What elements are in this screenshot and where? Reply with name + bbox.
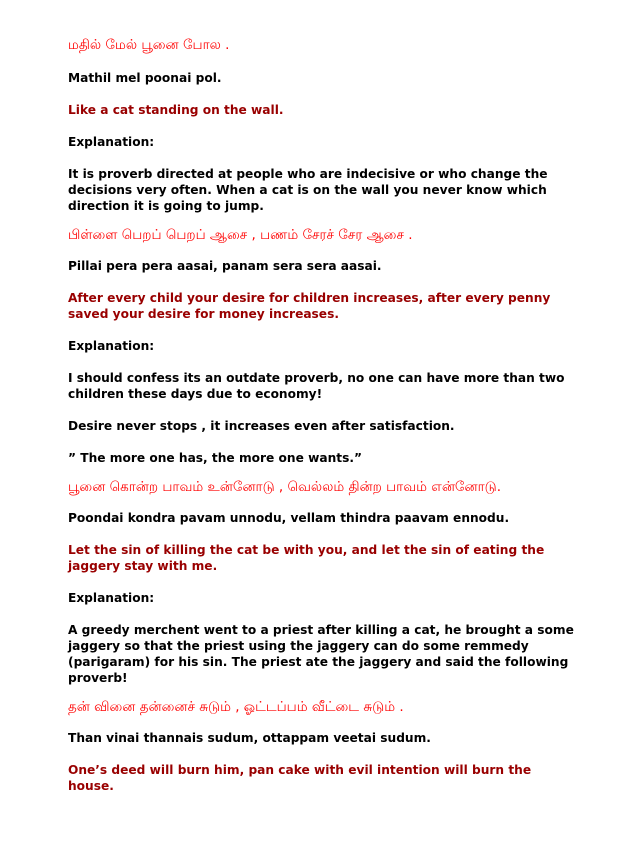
proverb-transliteration: Mathil mel poonai pol. [68, 71, 222, 85]
proverb-meaning: Let the sin of killing the cat be with you, and let the sin of eating the jaggery stay with me. [68, 543, 545, 573]
explanation-text: A greedy merchent went to a priest after killing a cat, he brought a some jaggery so that the priest using the jaggery can do some remmedy (parigaram) for his sin. The priest ate the jaggery and said the following proverb! [68, 623, 574, 685]
explanation-label: Explanation: [68, 591, 155, 605]
explanation-text: Desire never stops , it increases even after satisfaction. [68, 419, 455, 433]
explanation-text: It is proverb directed at people who are indecisive or who change the decisions very often. When a cat is on the wall you never know which direction it is going to jump. [68, 167, 548, 213]
proverb-meaning: After every child your desire for children increases, after every penny saved your desire for money increases. [68, 291, 551, 321]
explanation-quote: ” The more one has, the more one wants.” [68, 451, 362, 465]
proverb-transliteration: Poondai kondra pavam unnodu, vellam thindra paavam ennodu. [68, 511, 510, 525]
proverb-tamil: தன் வினை தன்னைச் சுடும் , ஓட்டப்பம் வீட்டை சுடும் . [68, 699, 404, 715]
proverb-tamil: மதில் மேல் பூனை போல . [68, 37, 230, 53]
proverb-tamil: பூனை கொன்ற பாவம் உன்னோடு , வெல்லம் தின்ற பாவம் என்னோடு. [68, 479, 502, 495]
proverb-transliteration: Than vinai thannais sudum, ottappam veetai sudum. [68, 731, 431, 745]
proverb-meaning: One’s deed will burn him, pan cake with evil intention will burn the house. [68, 763, 532, 793]
explanation-label: Explanation: [68, 135, 155, 149]
proverb-tamil: பிள்ளை பெறப் பெறப் ஆசை , பணம் சேரச் சேர ஆசை . [68, 227, 413, 243]
proverb-meaning: Like a cat standing on the wall. [68, 103, 284, 117]
explanation-label: Explanation: [68, 339, 155, 353]
explanation-text: I should confess its an outdate proverb, no one can have more than two children these days due to economy! [68, 371, 565, 401]
proverb-transliteration: Pillai pera pera aasai, panam sera sera aasai. [68, 259, 382, 273]
